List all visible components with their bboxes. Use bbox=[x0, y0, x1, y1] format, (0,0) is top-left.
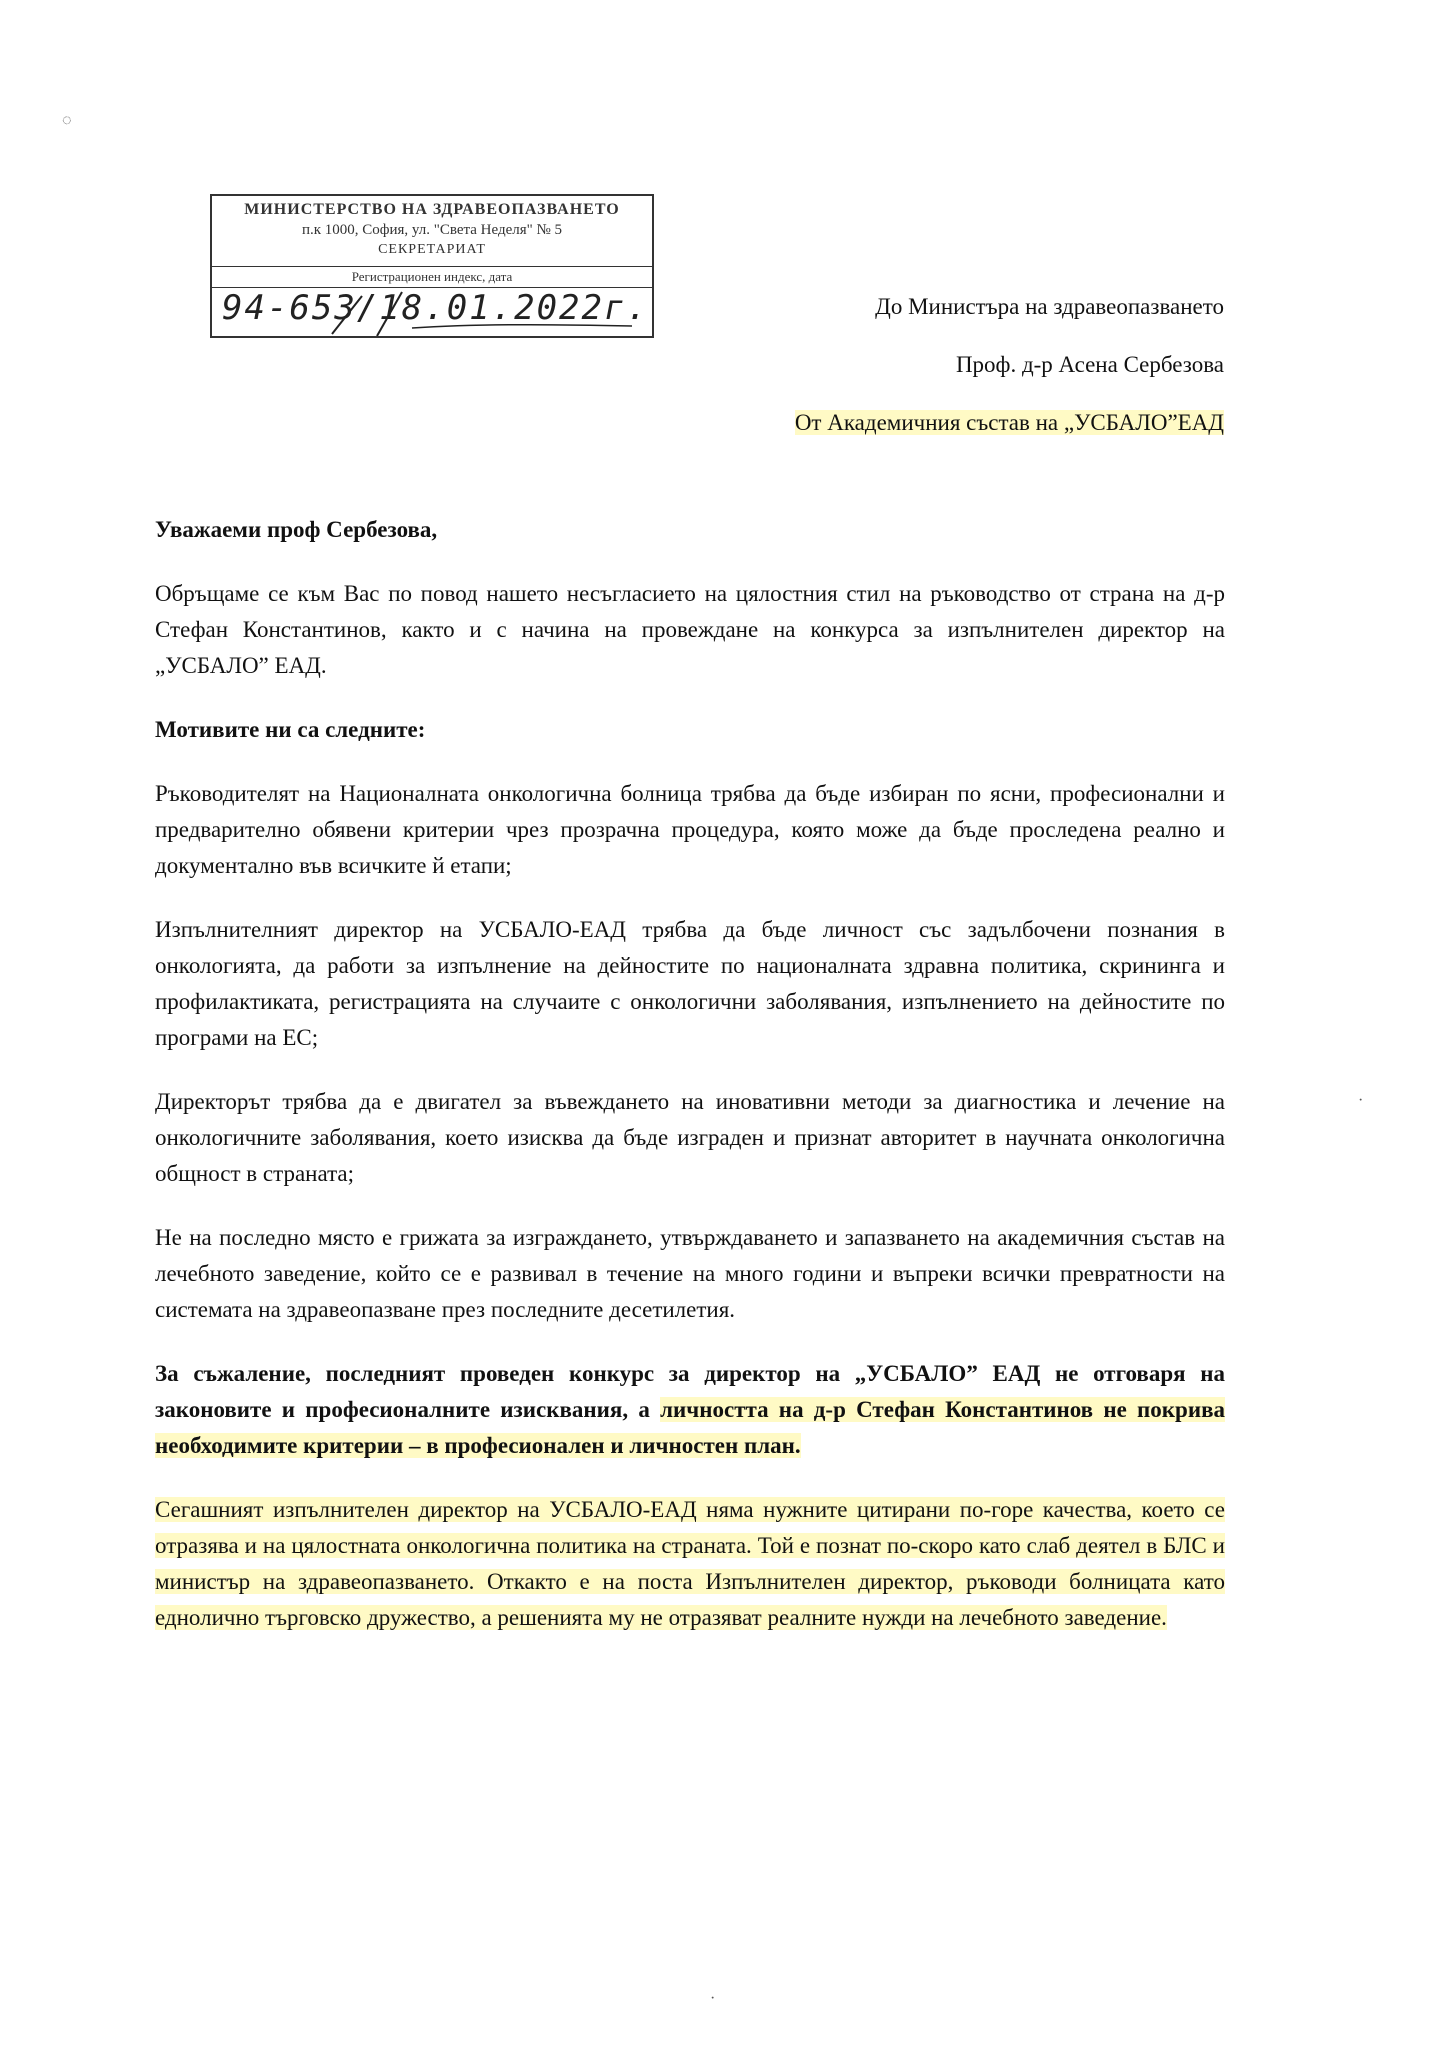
addressee-to: До Министъра на здравеопазването bbox=[875, 294, 1224, 319]
salutation: Уважаеми проф Сербезова, bbox=[155, 517, 438, 542]
addressee-from-text: От Академичния състав на „УСБАЛО”ЕАД bbox=[794, 410, 1224, 435]
conclusion-highlight: личността на д-р Стефан Константинов не покрива необходимите критерии – в професионален и личностен план. bbox=[155, 1397, 1226, 1458]
stamp-secretariat: СЕКРЕТАРИАТ bbox=[378, 242, 486, 257]
conclusion-paragraph bbox=[155, 1356, 1225, 1464]
motive-paragraph: Изпълнителният директор на УСБАЛО-ЕАД трябва да бъде личност със задълбочени познания в онкологията, да работи за изпълнение на дейностите по националната здравна политика, скрининга и профилактиката, регистрацията на случаите с онкологични заболявания, изпълнението на дейностите по програми на ЕС; bbox=[155, 917, 1225, 1050]
stamp-pen-strokes bbox=[212, 196, 652, 336]
stamp-ministry: МИНИСТЕРСТВО НА ЗДРАВЕОПАЗВАНЕТО bbox=[244, 201, 620, 218]
motives-heading: Мотивите ни са следните: bbox=[155, 717, 426, 742]
stamp-reg-number: 94-653/18.01.2022г. bbox=[222, 288, 649, 328]
intro-paragraph: Обръщаме се към Вас по повод нашето несъгласието на цялостния стил на ръководство от страна на д-р Стефан Константинов, както и с начина на провеждане на конкурса за изпълнителен директор на „УСБАЛО” ЕАД. bbox=[155, 581, 1225, 678]
conclusion-text: За съжаление, последният проведен конкурс за директор на „УСБАЛО” ЕАД не отговаря на законовите и професионалните изисквания, а bbox=[155, 1361, 1225, 1422]
scan-mark: · bbox=[1358, 1092, 1364, 1109]
addressee-block bbox=[795, 278, 1224, 452]
addressee-from bbox=[795, 394, 1224, 452]
scan-mark: ◌ bbox=[62, 112, 72, 129]
registration-stamp bbox=[210, 194, 654, 338]
motive-paragraph: Директорът трябва да е двигател за въвеждането на иновативни методи за диагностика и лечение на онкологичните заболявания, което изисква да бъде изграден и признат авторитет в научната онкологична общност в страната; bbox=[155, 1089, 1225, 1186]
scan-mark: · bbox=[710, 1990, 716, 2007]
stamp-address: п.к 1000, София, ул. "Света Неделя" № 5 bbox=[301, 222, 563, 238]
letter-body bbox=[155, 512, 1225, 1664]
final-paragraph bbox=[155, 1492, 1225, 1636]
motive-paragraph: Ръководителят на Националната онкологична болница трябва да бъде избиран по ясни, професионални и предварително обявени критерии чрез прозрачна процедура, която може да бъде проследена реално и документално във всичките й етапи; bbox=[155, 781, 1225, 878]
motive-paragraph: Не на последно място е грижата за изграждането, утвърждаването и запазването на академичния състав на лечебното заведение, който се е развивал в течение на много години и въпреки всички превратности на системата на здравеопазване през последните десетилетия. bbox=[155, 1225, 1225, 1322]
final-paragraph-text: Сегашният изпълнителен директор на УСБАЛО-ЕАД няма нужните цитирани по-горе качества, което се отразява и на цялостната онкологична политика на страната. Той е познат по-скоро като слаб деятел в БЛС и министър на здравеопазването. Откакто е на поста Изпълнителен директор, ръководи болницата като едноличнo търговско дружество, а решенията му не отразяват реалните нужди на лечебното заведение. bbox=[155, 1497, 1225, 1630]
stamp-reg-label: Регистрационен индекс, дата bbox=[212, 266, 652, 288]
addressee-name: Проф. д-р Асена Сербезова bbox=[955, 352, 1224, 377]
